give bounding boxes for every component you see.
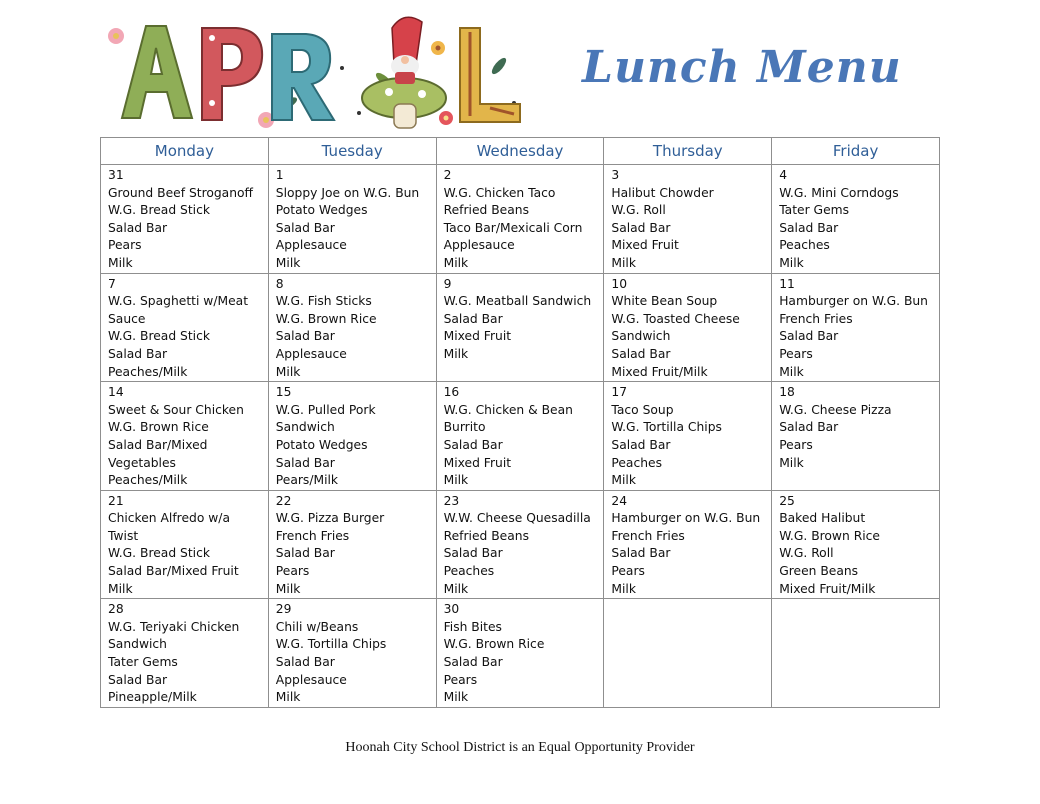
date-number: 28 xyxy=(108,602,124,617)
day-cell xyxy=(604,382,772,491)
menu-item: Salad Bar xyxy=(611,437,671,452)
menu-item: Salad Bar xyxy=(108,220,168,235)
day-cell xyxy=(101,490,269,599)
day-cell xyxy=(436,382,604,491)
menu-item: W.G. Meatball Sandwich xyxy=(443,294,592,309)
date-number: 2 xyxy=(443,168,452,182)
day-cell xyxy=(436,599,604,708)
menu-item: Pears xyxy=(611,564,645,579)
menu-item: W.G. Roll xyxy=(779,546,834,561)
menu-item: Milk xyxy=(611,581,636,596)
menu-item: Milk xyxy=(108,581,133,596)
day-cell xyxy=(604,490,772,599)
date-number: 25 xyxy=(779,493,795,508)
menu-item: Pineapple/Milk xyxy=(108,690,197,705)
menu-item: Peaches/Milk xyxy=(108,364,188,379)
menu-item: Ground Beef Stroganoff xyxy=(108,185,254,200)
menu-item: Salad Bar xyxy=(275,546,335,561)
menu-item: Salad Bar xyxy=(275,220,335,235)
menu-item: Halibut Chowder xyxy=(611,185,714,200)
menu-item: Sweet & Sour Chicken xyxy=(108,402,244,417)
date-number: 14 xyxy=(108,385,124,400)
menu-item: French Fries xyxy=(611,528,685,543)
day-header: Thursday xyxy=(604,138,772,165)
menu-item: Milk xyxy=(779,364,804,379)
menu-item: W.G. Brown Rice xyxy=(275,311,377,326)
day-cell xyxy=(772,273,940,382)
menu-item: Sloppy Joe on W.G. Bun xyxy=(275,185,420,200)
menu-item: Salad Bar xyxy=(275,329,335,344)
menu-item: W.G. Chicken & Bean xyxy=(443,402,573,417)
date-number: 15 xyxy=(275,385,292,400)
menu-item: W.W. Cheese Quesadilla xyxy=(443,511,591,526)
date-number: 23 xyxy=(443,493,460,508)
menu-item: Baked Halibut xyxy=(779,511,866,526)
day-cell xyxy=(772,382,940,491)
menu-item: Salad Bar/Mixed xyxy=(108,437,208,452)
menu-item: Potato Wedges xyxy=(275,203,368,218)
menu-item: Vegetables xyxy=(108,455,176,470)
menu-item: Potato Wedges xyxy=(275,437,368,452)
menu-item: W.G. Mini Corndogs xyxy=(779,185,899,200)
day-header: Tuesday xyxy=(268,138,436,165)
menu-item: Applesauce xyxy=(275,346,347,361)
menu-item: Salad Bar xyxy=(611,346,671,361)
day-header: Monday xyxy=(101,138,269,165)
week-row xyxy=(101,599,940,708)
menu-item: Applesauce xyxy=(275,238,347,253)
menu-item: Milk xyxy=(779,455,804,470)
menu-item: Fish Bites xyxy=(443,619,502,634)
april-header-art xyxy=(104,8,534,133)
day-header: Friday xyxy=(772,138,940,165)
day-cell xyxy=(101,599,269,708)
date-number: 3 xyxy=(611,168,620,182)
day-cell xyxy=(772,165,940,274)
menu-item: Salad Bar/Mixed Fruit xyxy=(108,564,239,579)
menu-item: W.G. Bread Stick xyxy=(108,546,210,561)
menu-item: Milk xyxy=(611,473,636,488)
date-number: 22 xyxy=(275,493,292,508)
menu-item: Milk xyxy=(275,690,301,705)
day-cell xyxy=(604,273,772,382)
menu-item: Tater Gems xyxy=(779,203,850,218)
menu-item: Milk xyxy=(779,255,804,270)
date-number: 31 xyxy=(108,168,124,182)
menu-item: W.G. Brown Rice xyxy=(108,420,209,435)
menu-item: White Bean Soup xyxy=(611,294,718,309)
menu-item: Mixed Fruit xyxy=(611,238,679,253)
menu-item: W.G. Brown Rice xyxy=(779,528,880,543)
menu-item: Salad Bar xyxy=(108,672,168,687)
menu-item: Pears xyxy=(779,346,813,361)
menu-item: Salad Bar xyxy=(443,437,503,452)
menu-item: Twist xyxy=(108,528,139,543)
menu-item: Mixed Fruit/Milk xyxy=(779,581,876,596)
page-title: Lunch Menu xyxy=(582,42,902,93)
date-number: 30 xyxy=(443,602,460,617)
date-number: 18 xyxy=(779,385,795,400)
menu-item: Salad Bar xyxy=(275,455,335,470)
menu-item: Refried Beans xyxy=(443,203,529,218)
menu-item: Milk xyxy=(108,255,133,270)
menu-item: Pears/Milk xyxy=(275,473,339,488)
lunch-menu-table xyxy=(100,137,940,708)
menu-item: W.G. Toasted Cheese xyxy=(611,311,740,326)
menu-item: Milk xyxy=(443,473,469,488)
week-row xyxy=(101,273,940,382)
menu-item: W.G. Bread Stick xyxy=(108,203,210,218)
menu-item: Chicken Alfredo w/a xyxy=(108,511,230,526)
date-number: 21 xyxy=(108,493,124,508)
menu-item: Salad Bar xyxy=(779,329,839,344)
menu-item: Peaches xyxy=(779,238,830,253)
menu-item: Salad Bar xyxy=(779,220,839,235)
day-cell xyxy=(268,273,436,382)
week-row xyxy=(101,382,940,491)
menu-item: W.G. Brown Rice xyxy=(443,637,545,652)
menu-item: W.G. Tortilla Chips xyxy=(611,420,722,435)
menu-item: French Fries xyxy=(275,528,350,543)
empty-day-cell xyxy=(772,599,940,708)
menu-item: Milk xyxy=(611,255,636,270)
menu-item: Mixed Fruit xyxy=(443,329,512,344)
menu-item: Sandwich xyxy=(611,329,671,344)
menu-item: Hamburger on W.G. Bun xyxy=(779,294,928,309)
menu-item: Tater Gems xyxy=(108,655,178,670)
menu-item: French Fries xyxy=(779,311,853,326)
menu-item: Peaches xyxy=(611,455,662,470)
menu-item: Peaches/Milk xyxy=(108,473,188,488)
menu-item: Pears xyxy=(108,238,142,253)
menu-item: Milk xyxy=(443,581,469,596)
date-number: 1 xyxy=(275,168,284,182)
menu-weeks xyxy=(101,165,940,708)
date-number: 7 xyxy=(108,276,116,291)
menu-item: Salad Bar xyxy=(275,655,335,670)
footer-note: Hoonah City School District is an Equal Opportunity Provider xyxy=(345,740,695,755)
date-number: 29 xyxy=(275,602,292,617)
day-cell xyxy=(436,165,604,274)
menu-item: Milk xyxy=(275,255,301,270)
menu-item: Refried Beans xyxy=(443,528,529,543)
weekday-header-row xyxy=(101,138,940,165)
menu-item: Salad Bar xyxy=(443,311,503,326)
menu-item: Sauce xyxy=(108,311,146,326)
date-number: 10 xyxy=(611,276,628,291)
menu-item: W.G. Bread Stick xyxy=(108,329,210,344)
day-cell xyxy=(268,490,436,599)
menu-item: Pears xyxy=(275,564,310,579)
day-cell xyxy=(268,599,436,708)
menu-item: Salad Bar xyxy=(611,220,671,235)
menu-item: Taco Soup xyxy=(611,402,674,417)
menu-item: Pears xyxy=(779,437,813,452)
week-row xyxy=(101,490,940,599)
menu-item: Salad Bar xyxy=(108,346,168,361)
menu-item: Milk xyxy=(275,581,301,596)
date-number: 16 xyxy=(443,385,460,400)
menu-item: Salad Bar xyxy=(443,546,503,561)
day-cell xyxy=(268,165,436,274)
date-number: 17 xyxy=(611,385,628,400)
menu-item: Sandwich xyxy=(108,637,167,652)
menu-item: Applesauce xyxy=(275,672,347,687)
day-cell xyxy=(772,490,940,599)
menu-item: Sandwich xyxy=(275,420,335,435)
day-cell xyxy=(101,165,269,274)
date-number: 9 xyxy=(443,276,452,291)
menu-item: Burrito xyxy=(443,420,486,435)
menu-item: W.G. Chicken Taco xyxy=(443,185,556,200)
day-cell xyxy=(436,273,604,382)
date-number: 8 xyxy=(275,276,284,291)
menu-item: Milk xyxy=(275,364,301,379)
menu-item: W.G. Roll xyxy=(611,203,666,218)
menu-item: W.G. Pizza Burger xyxy=(275,511,385,526)
menu-item: Peaches xyxy=(443,564,495,579)
day-cell xyxy=(436,490,604,599)
menu-item: Applesauce xyxy=(443,238,515,253)
day-cell xyxy=(101,382,269,491)
menu-item: Mixed Fruit xyxy=(443,455,512,470)
menu-item: Milk xyxy=(443,255,469,270)
menu-item: W.G. Pulled Pork xyxy=(275,402,376,417)
menu-item: W.G. Fish Sticks xyxy=(275,294,372,309)
menu-item: W.G. Tortilla Chips xyxy=(275,637,387,652)
date-number: 11 xyxy=(779,276,795,291)
menu-item: Mixed Fruit/Milk xyxy=(611,364,708,379)
day-header: Wednesday xyxy=(436,138,604,165)
day-cell xyxy=(101,273,269,382)
date-number: 24 xyxy=(611,493,628,508)
date-number: 4 xyxy=(779,168,788,182)
menu-item: W.G. Teriyaki Chicken xyxy=(108,619,240,634)
week-row xyxy=(101,165,940,274)
menu-item: Pears xyxy=(443,672,478,687)
day-cell xyxy=(604,165,772,274)
menu-item: Salad Bar xyxy=(611,546,671,561)
menu-item: Milk xyxy=(443,346,469,361)
day-cell xyxy=(268,382,436,491)
menu-item: W.G. Spaghetti w/Meat xyxy=(108,294,249,309)
menu-item: Milk xyxy=(443,690,469,705)
menu-item: Salad Bar xyxy=(443,655,503,670)
menu-item: W.G. Cheese Pizza xyxy=(779,402,892,417)
menu-item: Taco Bar/Mexicali Corn xyxy=(443,220,583,235)
menu-item: Green Beans xyxy=(779,564,859,579)
menu-item: Hamburger on W.G. Bun xyxy=(611,511,761,526)
menu-item: Chili w/Beans xyxy=(275,619,359,634)
menu-item: Salad Bar xyxy=(779,420,839,435)
empty-day-cell xyxy=(604,599,772,708)
